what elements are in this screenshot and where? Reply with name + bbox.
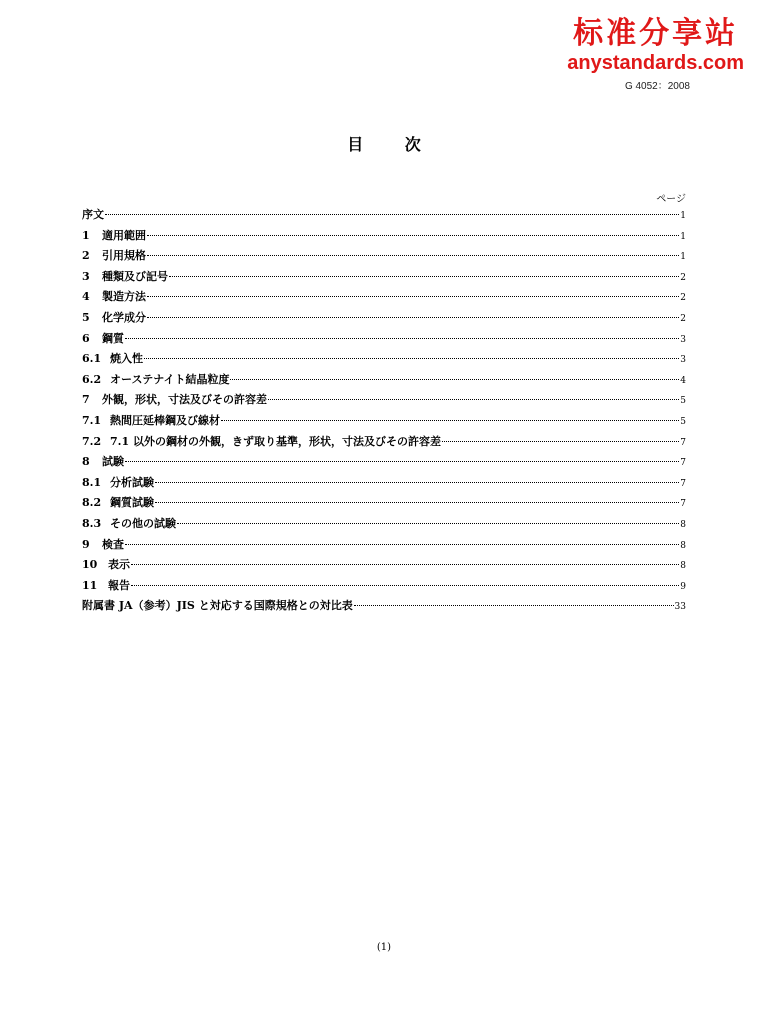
toc-entry-page: 3 <box>680 355 686 366</box>
toc-entry-label: 鋼質 <box>102 331 124 345</box>
toc-entry-label: 検査 <box>102 537 124 551</box>
toc-entry-label: 7.1 以外の鋼材の外観，きず取り基準，形状，寸法及びその許容差 <box>110 434 441 448</box>
dot-leader <box>354 605 674 606</box>
toc-entry-number: 9 <box>82 537 90 551</box>
dot-leader <box>147 255 679 256</box>
toc-entry[interactable] <box>82 515 686 536</box>
toc-entry-page: 1 <box>680 211 686 221</box>
toc-entry-number: 10 <box>82 558 98 572</box>
toc-entry[interactable] <box>82 433 686 454</box>
toc-entry-number: 5 <box>82 310 90 324</box>
toc-entry[interactable] <box>82 474 686 495</box>
dot-leader <box>230 379 679 380</box>
toc-entry-label: 報告 <box>108 578 130 592</box>
watermark <box>567 16 744 74</box>
table-of-contents <box>82 206 686 618</box>
dot-leader <box>131 564 679 565</box>
dot-leader <box>442 441 679 442</box>
toc-entry-page: 8 <box>680 561 686 572</box>
dot-leader <box>147 317 679 318</box>
toc-entry[interactable] <box>82 268 686 289</box>
toc-entry-page: 9 <box>680 581 686 592</box>
toc-entry-number: 7.1 <box>82 413 102 427</box>
toc-entry-number: 8 <box>82 455 90 469</box>
dot-leader <box>147 235 679 236</box>
dot-leader <box>131 585 679 586</box>
toc-entry-number: 6.1 <box>82 352 102 366</box>
toc-entry-page: 5 <box>680 396 686 407</box>
toc-entry-number: 11 <box>82 578 98 592</box>
toc-entry[interactable] <box>82 494 686 515</box>
toc-entry-number: 7.2 <box>82 434 102 448</box>
dot-leader <box>105 214 679 215</box>
toc-entry-label: オーステナイト結晶粒度 <box>110 372 230 386</box>
toc-entry-label: 焼入性 <box>110 352 143 366</box>
toc-entry-label: 分析試験 <box>110 475 154 489</box>
toc-entry[interactable] <box>82 227 686 248</box>
toc-entry[interactable] <box>82 577 686 598</box>
dot-leader <box>155 502 679 503</box>
toc-entry-page: 5 <box>680 416 686 427</box>
toc-entry-label: 附属書 JA（参考）JIS と対応する国際規格との対比表 <box>82 599 353 613</box>
toc-entry-label: 熱間圧延棒鋼及び線材 <box>110 413 220 427</box>
toc-entry-page: 33 <box>674 602 686 613</box>
dot-leader <box>268 399 679 400</box>
toc-entry-number: 6 <box>82 331 90 345</box>
dot-leader <box>155 482 679 483</box>
toc-entry-number: 2 <box>82 249 90 263</box>
toc-entry[interactable] <box>82 288 686 309</box>
dot-leader <box>125 544 679 545</box>
toc-entry-page: 7 <box>680 499 686 510</box>
toc-entry-page: 7 <box>680 458 686 469</box>
watermark-site-url[interactable]: anystandards.com <box>567 52 744 74</box>
toc-entry[interactable] <box>82 309 686 330</box>
toc-entry[interactable] <box>82 350 686 371</box>
dot-leader <box>125 461 679 462</box>
toc-entry-label: 表示 <box>108 558 130 572</box>
document-number: G 4052：2008 <box>624 81 690 92</box>
toc-entry-number: 6.2 <box>82 372 102 386</box>
toc-entry-page: 8 <box>680 519 686 530</box>
toc-entry-page: 2 <box>680 313 686 324</box>
page-title: 目 次 <box>347 135 439 154</box>
toc-entry-label: 鋼質試験 <box>110 496 154 510</box>
toc-entry[interactable] <box>82 391 686 412</box>
dot-leader <box>125 338 679 339</box>
toc-entry-number: 8.2 <box>82 496 102 510</box>
toc-entry-number: 3 <box>82 269 90 283</box>
toc-entry-label: その他の試験 <box>110 516 176 530</box>
toc-entry-number: 7 <box>82 393 90 407</box>
toc-entry-number: 8.3 <box>82 516 102 530</box>
toc-entry-label: 化学成分 <box>102 310 146 324</box>
toc-entry-page: 8 <box>680 540 686 551</box>
toc-entry[interactable] <box>82 247 686 268</box>
toc-entry[interactable] <box>82 453 686 474</box>
toc-entry-number: 8.1 <box>82 475 102 489</box>
toc-entry[interactable] <box>82 206 686 227</box>
toc-entry-page: 3 <box>680 334 686 345</box>
toc-entry[interactable] <box>82 556 686 577</box>
toc-entry-page: 4 <box>680 375 686 386</box>
toc-entry-label: 試験 <box>102 455 124 469</box>
toc-entry-label: 適用範囲 <box>102 228 146 242</box>
toc-entry-page: 1 <box>680 231 686 242</box>
watermark-site-name: 标准分享站 <box>573 16 739 51</box>
toc-entry-label: 製造方法 <box>102 290 146 304</box>
dot-leader <box>177 523 679 524</box>
toc-entry-page: 2 <box>680 293 686 304</box>
toc-entry[interactable] <box>82 412 686 433</box>
dot-leader <box>221 420 679 421</box>
toc-entry-label: 引用規格 <box>102 249 146 263</box>
dot-leader <box>144 358 679 359</box>
dot-leader <box>147 296 679 297</box>
toc-entry-number: 4 <box>82 290 90 304</box>
toc-entry-page: 1 <box>680 252 686 263</box>
page-number: (1) <box>376 942 392 953</box>
toc-entry[interactable] <box>82 536 686 557</box>
toc-entry-label: 序文 <box>82 208 104 221</box>
toc-entry[interactable] <box>82 597 686 618</box>
toc-entry-number: 1 <box>82 228 90 242</box>
toc-entry[interactable] <box>82 330 686 351</box>
page-column-label: ページ <box>656 194 686 205</box>
toc-entry-page: 7 <box>680 437 686 448</box>
toc-entry-label: 種類及び記号 <box>102 269 168 283</box>
toc-entry[interactable] <box>82 371 686 392</box>
toc-entry-page: 2 <box>680 272 686 283</box>
toc-entry-page: 7 <box>680 478 686 489</box>
dot-leader <box>169 276 679 277</box>
toc-entry-label: 外観，形状，寸法及びその許容差 <box>102 393 267 407</box>
